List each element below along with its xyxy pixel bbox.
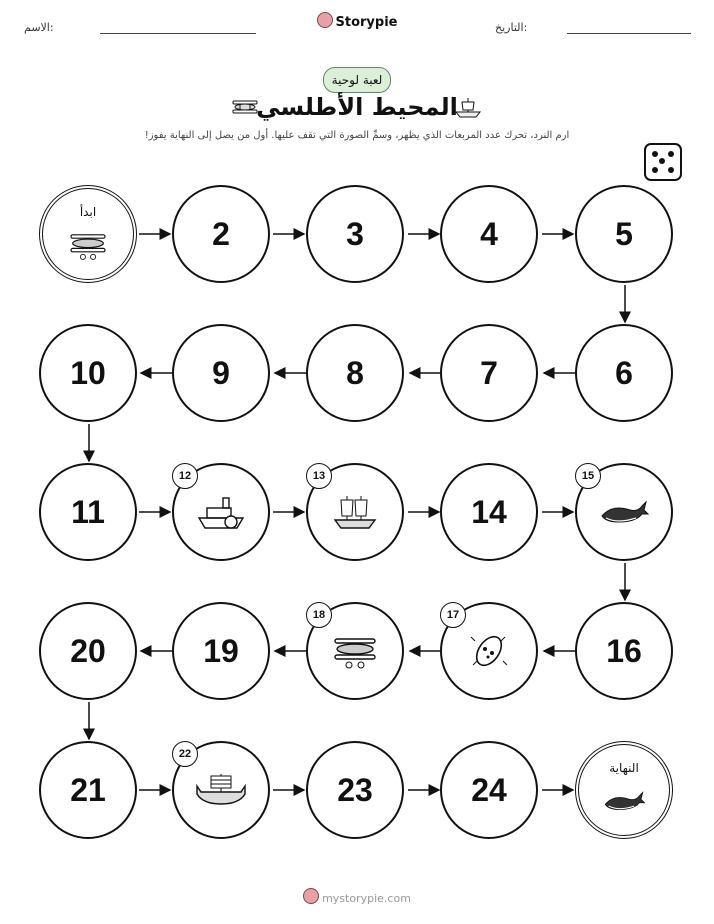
board-cell-24	[440, 741, 538, 839]
cell-number: 11	[71, 493, 105, 530]
instructions: ارم النرد، تحرك عدد المربعات الذي يظهر، وسمِّ الصورة التي تقف عليها. أول من يصل إلى النهاية يفوز!	[144, 130, 570, 141]
page-title: المحيط الأطلسي	[256, 93, 458, 121]
date-line[interactable]	[567, 33, 691, 34]
plankton-icon	[461, 631, 517, 671]
cell-number-badge: 18	[306, 602, 332, 628]
name-line[interactable]	[100, 33, 256, 34]
viking-ship-icon	[193, 770, 249, 810]
board-cell-10	[39, 324, 137, 422]
date-label: التاريخ:	[495, 21, 528, 34]
board-cell-4	[440, 185, 538, 283]
board-cell-3	[306, 185, 404, 283]
cell-number-badge: 17	[440, 602, 466, 628]
cell-number: 19	[203, 632, 239, 669]
ship-icon	[453, 95, 483, 119]
cell-number: 5	[615, 215, 633, 252]
board-cell-9	[172, 324, 270, 422]
brand-logo	[0, 12, 714, 30]
bear-icon	[317, 12, 333, 28]
board-cell-18	[306, 602, 404, 700]
brand-name: Storypie	[335, 15, 398, 30]
cell-number: 24	[471, 771, 507, 808]
board-cell-19	[172, 602, 270, 700]
sailing-ship-icon	[327, 492, 383, 532]
bear-icon	[303, 888, 319, 904]
board-cell-start	[39, 185, 137, 283]
finish-label: النهاية	[609, 761, 639, 775]
board-cell-20	[39, 602, 137, 700]
whale-icon	[600, 784, 648, 818]
cell-number: 7	[480, 354, 498, 391]
board-cell-16	[575, 602, 673, 700]
cell-number: 8	[346, 354, 364, 391]
board-cell-8	[306, 324, 404, 422]
cell-number-badge: 22	[172, 741, 198, 767]
cell-number-badge: 13	[306, 463, 332, 489]
whale-icon	[596, 492, 652, 532]
board-cell-17	[440, 602, 538, 700]
cell-number: 21	[70, 771, 106, 808]
cell-number: 3	[346, 215, 364, 252]
cell-number: 16	[606, 632, 642, 669]
cell-number: 4	[480, 215, 498, 252]
airplane-icon	[64, 228, 112, 262]
cell-number: 9	[212, 354, 230, 391]
cell-number: 14	[471, 493, 507, 530]
board-cell-6	[575, 324, 673, 422]
board-cell-23	[306, 741, 404, 839]
cell-number-badge: 12	[172, 463, 198, 489]
cell-number: 20	[70, 632, 106, 669]
board-cell-21	[39, 741, 137, 839]
board-cell-2	[172, 185, 270, 283]
board-cell-22	[172, 741, 270, 839]
board-cell-finish	[575, 741, 673, 839]
steamboat-icon	[193, 492, 249, 532]
footer	[0, 888, 714, 905]
start-label: ابدأ	[79, 205, 97, 219]
cell-number: 2	[212, 215, 230, 252]
board-cell-15	[575, 463, 673, 561]
board-cell-13	[306, 463, 404, 561]
airplane-icon	[327, 631, 383, 671]
board-cell-12	[172, 463, 270, 561]
board-cell-5	[575, 185, 673, 283]
board-cell-11	[39, 463, 137, 561]
board-cell-7	[440, 324, 538, 422]
cell-number: 10	[70, 354, 106, 391]
cell-number: 23	[337, 771, 373, 808]
cell-number: 6	[615, 354, 633, 391]
footer-url[interactable]: mystorypie.com	[322, 892, 411, 905]
dice-icon	[644, 143, 682, 181]
cell-number-badge: 15	[575, 463, 601, 489]
board-cell-14	[440, 463, 538, 561]
name-label: الاسم:	[24, 21, 54, 34]
game-type-badge: لعبة لوحية	[323, 67, 391, 93]
